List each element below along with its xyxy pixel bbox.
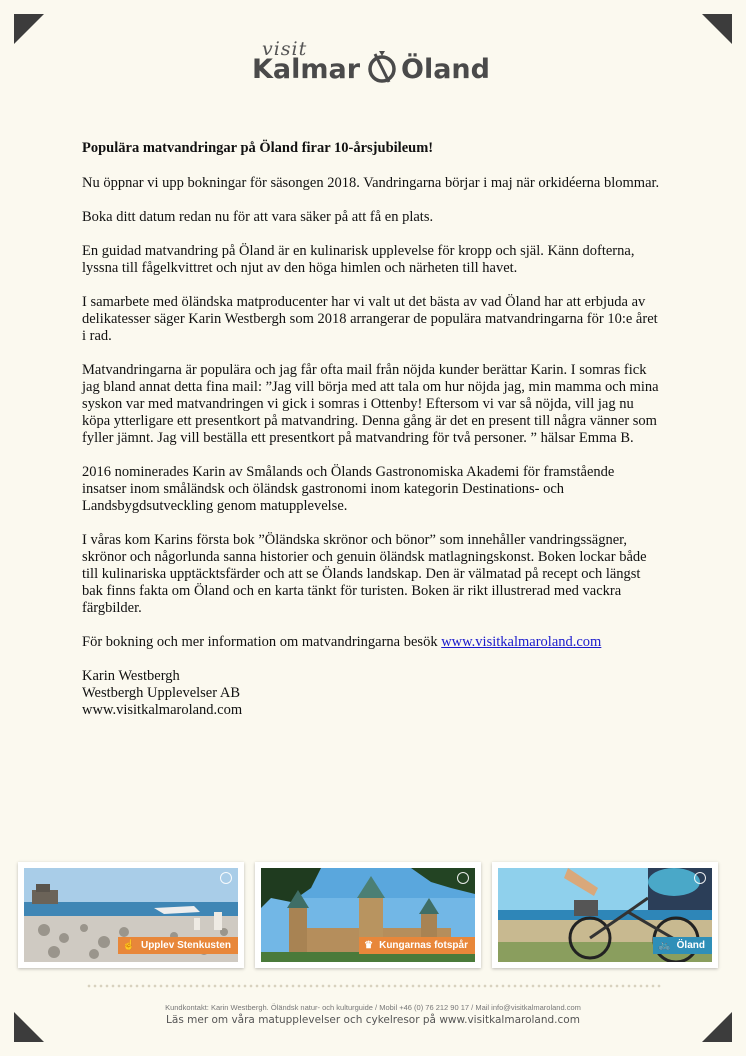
photo-label: Upplev Stenkusten (140, 940, 231, 951)
compass-icon (364, 48, 400, 88)
corner-decoration-top-right (702, 14, 732, 44)
photo-badge (653, 937, 712, 954)
footer-tagline: Läs mer om våra matupplevelser och cykelresor på www.visitkalmaroland.com (166, 1014, 580, 1026)
dotted-divider (86, 984, 662, 988)
paragraph: 2016 nominerades Karin av Smålands och Ölands Gastronomiska Akademi för framstående insatser inom småländsk och öländsk gastronomi inom kategorin Destinations- och Landsbygdsutveckling genom matupplevelse. (82, 464, 615, 514)
press-release-body (82, 140, 662, 719)
photo-stenkusten (18, 862, 244, 968)
logo-oland-text: Öland (401, 54, 490, 85)
visit-kalmar-oland-logo (248, 36, 508, 96)
booking-text: För bokning och mer information om matvandringarna besök (82, 634, 442, 650)
signature-name: Karin Westbergh (82, 668, 180, 684)
photo-badge (359, 937, 475, 954)
logo-visit-text: visit (262, 38, 308, 60)
photo-kungarnas (255, 862, 481, 968)
footer-contact-info: Kundkontakt: Karin Westbergh. Öländsk natur- och kulturguide / Mobil +46 (0) 76 212 90 17 / Mail info@visitkalmaroland.com (165, 1003, 581, 1012)
website-link[interactable]: www.visitkalmaroland.com (441, 634, 602, 650)
paragraph: I våras kom Karins första bok ”Öländska skrönor och bönor” som innehåller vandringssägner, skrönor och någorlunda sanna historier och genuin öländsk matlagningskonst. Boken lockar både till kulinariska upptäcktsfärder och att se Ölands landskap. Den är välmatad på recept och längst bak finns fakta om Öland och en karta tänkt för turisten. Boken är rikt illustrerad med vackra färgbilder. (82, 532, 647, 616)
booking-paragraph (82, 634, 662, 651)
corner-decoration-top-left (14, 14, 44, 44)
photo-label: Kungarnas fotspår (379, 940, 468, 951)
watermark-icon (220, 872, 232, 884)
paragraph: Nu öppnar vi upp bokningar för säsongen 2018. Vandringarna börjar i maj när orkidéerna blommar. (82, 175, 660, 191)
photo-label: Öland (676, 940, 705, 951)
watermark-icon (457, 872, 469, 884)
paragraph: I samarbete med öländska matproducenter har vi valt ut det bästa av vad Öland har att erbjuda av delikatesser säger Karin Westbergh som 2018 arrangerar de populära matvandringarna för 10:e året i rad. (82, 294, 658, 344)
article-title: Populära matvandringar på Öland firar 10-årsjubileum! (82, 140, 434, 156)
crown-icon: ♛ (364, 940, 374, 951)
photo-oland (492, 862, 718, 968)
paragraph: Matvandringarna är populära och jag får ofta mail från nöjda kunder berättar Karin. I somras fick jag bland annat detta fina mail: ”Jag vill börja med att tala om hur nöjda jag, min mamma och mina syskon var med matvandringen vi gick i somras i Ottenby! Eftersom vi var så nöjda, vill jag nu köpa ytterligare ett presentkort på matvandring. Denna gång är det en present till några vänner som fyller jämnt. Jag vill beställa ett presentkort på matvandring för två personer. ” hälsar Emma B. (82, 362, 659, 446)
signature-company: Westbergh Upplevelser AB (82, 685, 241, 701)
paragraph: En guidad matvandring på Öland är en kulinarisk upplevelse för kropp och själ. Känn dofterna, lyssna till fågelkvittret och njut av den höga himlen och närheten till havet. (82, 243, 635, 276)
photo-badge (118, 937, 238, 954)
paragraph: Boka ditt datum redan nu för att vara säker på att få en plats. (82, 209, 434, 225)
logo-kalmar-text: Kalmar (252, 54, 361, 85)
signature-block (82, 668, 662, 719)
bicycle-icon: 🚲 (658, 940, 671, 951)
signature-website: www.visitkalmaroland.com (82, 702, 243, 718)
watermark-icon (694, 872, 706, 884)
hand-icon: ☝ (122, 940, 135, 951)
photo-strip (18, 862, 728, 968)
